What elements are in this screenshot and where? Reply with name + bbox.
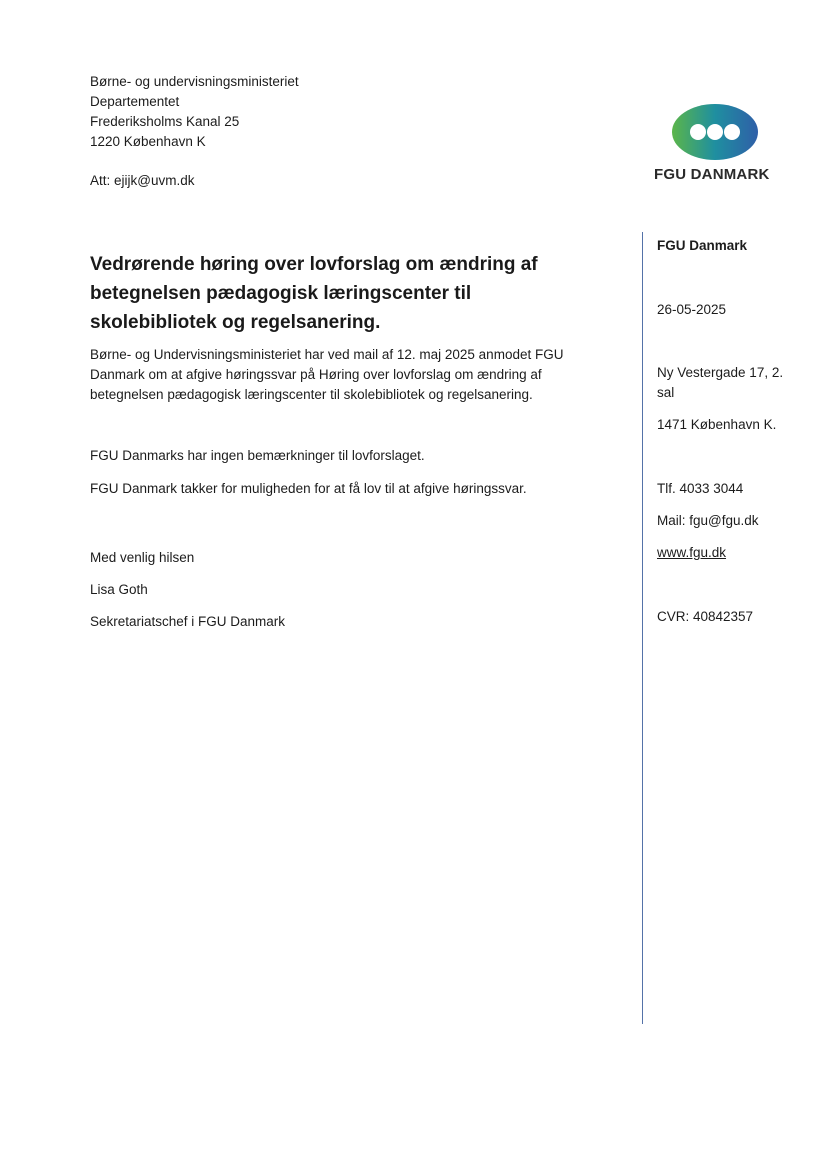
signer-title: Sekretariatschef i FGU Danmark [90, 614, 286, 629]
recipient-line: 1220 København K [90, 134, 206, 149]
sidebar-cvr: CVR: 40842357 [657, 609, 754, 624]
recipient-line: Børne- og undervisningsministeriet [90, 74, 299, 89]
sidebar-org: FGU Danmark [657, 238, 748, 253]
sidebar-phone: Tlf. 4033 3044 [657, 481, 744, 496]
recipient-line: Departementet [90, 94, 180, 109]
sidebar-address-street: Ny Vestergade 17, 2. sal [657, 365, 784, 400]
body-paragraph: FGU Danmark takker for muligheden for at få lov til at afgive høringssvar. [90, 481, 527, 496]
closing: Med venlig hilsen [90, 550, 195, 565]
sidebar-website-link[interactable]: www.fgu.dk [657, 545, 727, 560]
sidebar-divider [642, 232, 643, 1024]
logo-text: FGU DANMARK [654, 166, 770, 183]
sidebar-mail: Mail: fgu@fgu.dk [657, 513, 759, 528]
fgu-logo-icon [670, 102, 760, 162]
signer-name: Lisa Goth [90, 582, 148, 597]
body-paragraph: FGU Danmarks har ingen bemærkninger til lovforslaget. [90, 448, 425, 463]
recipient-line: Frederiksholms Kanal 25 [90, 114, 240, 129]
letter-heading: Vedrørende høring over lovforslag om ændring af betegnelsen pædagogisk læringscenter til skolebibliotek og regelsanering. [90, 254, 538, 333]
recipient-address [90, 72, 299, 152]
fgu-logo [646, 102, 781, 183]
attention-line: Att: ejijk@uvm.dk [90, 173, 195, 188]
sidebar-address-city: 1471 København K. [657, 417, 777, 432]
sidebar-date: 26-05-2025 [657, 302, 727, 317]
body-paragraph: Børne- og Undervisningsministeriet har ved mail af 12. maj 2025 anmodet FGU Danmark om at afgive høringssvar på Høring over lovforslag om ændring af betegnelsen pædagogisk læringscenter til skolebibliotek og regelsanering. [90, 347, 564, 402]
